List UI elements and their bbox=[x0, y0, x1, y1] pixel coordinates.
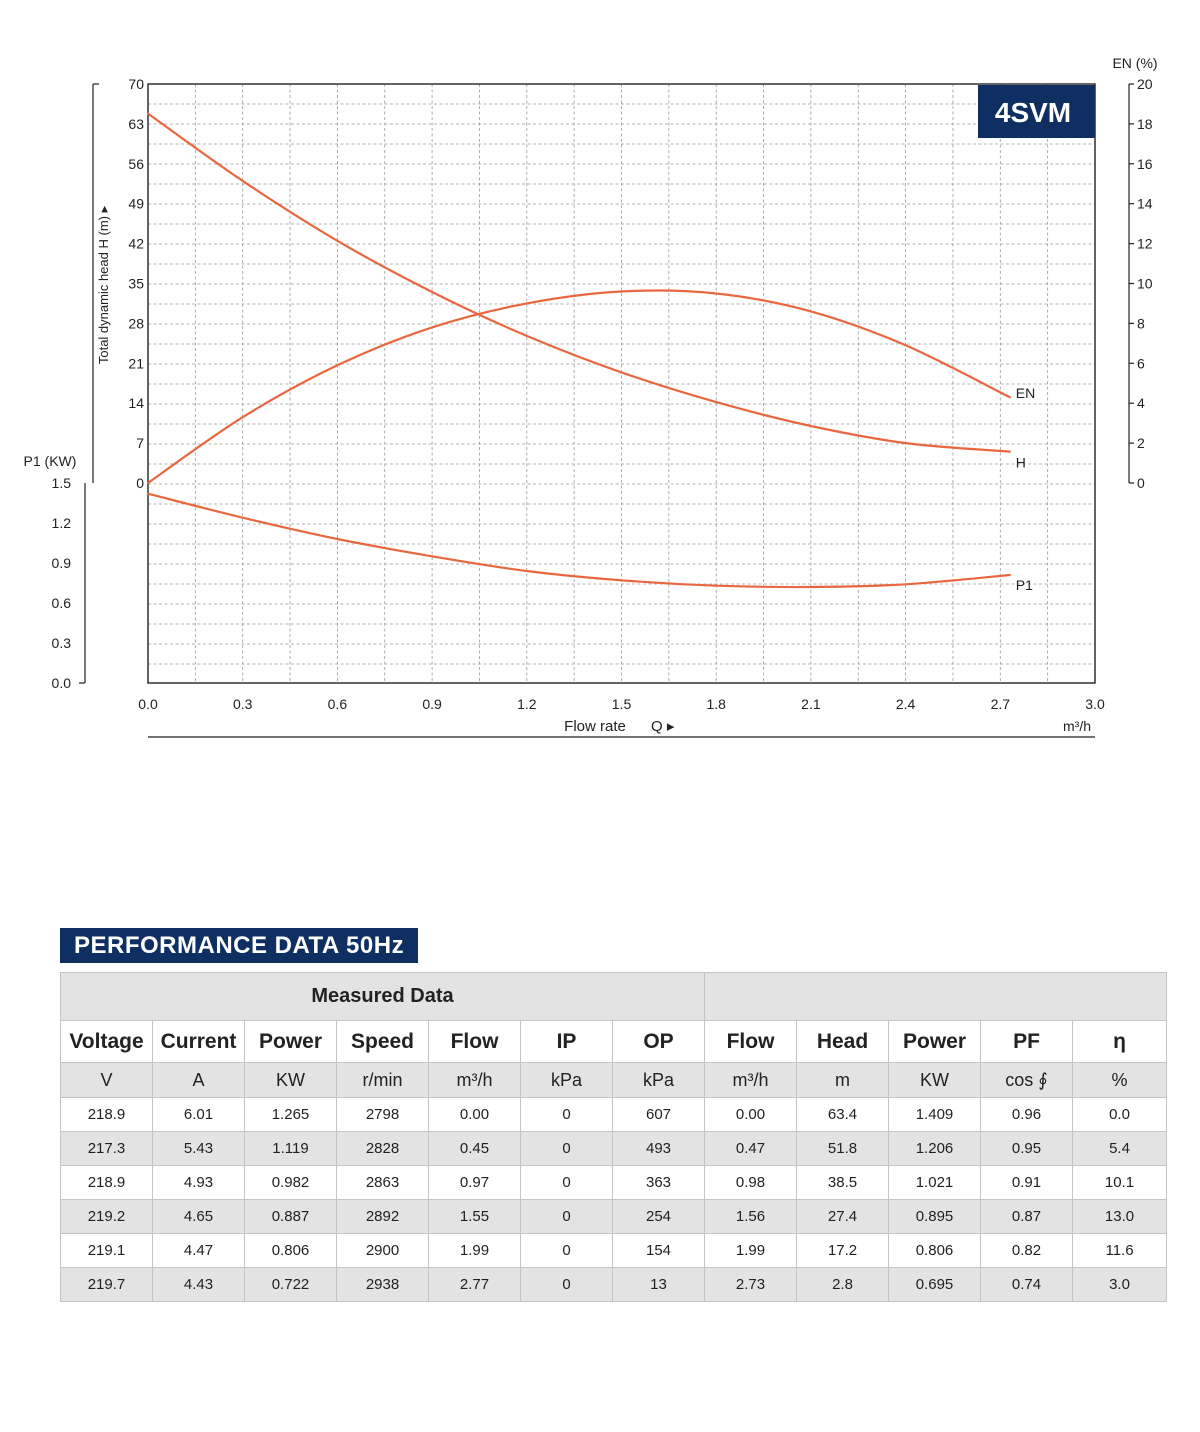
power-tick-label: 0.9 bbox=[51, 555, 71, 571]
head-tick-label: 70 bbox=[128, 76, 144, 92]
x-axis-symbol: Q ▸ bbox=[651, 718, 675, 735]
column-unit: KW bbox=[245, 1063, 337, 1098]
computed-data-header bbox=[705, 973, 1167, 1021]
table-cell: 219.1 bbox=[61, 1234, 153, 1268]
head-tick-label: 21 bbox=[128, 355, 144, 372]
table-cell: 51.8 bbox=[797, 1132, 889, 1166]
curve-label-h: H bbox=[1015, 454, 1026, 471]
eff-tick-label: 0 bbox=[1137, 475, 1145, 491]
table-cell: 0.982 bbox=[245, 1166, 337, 1200]
table-row bbox=[61, 1166, 1167, 1200]
table-cell: 3.0 bbox=[1073, 1268, 1167, 1302]
table-cell: 0.82 bbox=[981, 1234, 1073, 1268]
table-cell: 218.9 bbox=[61, 1098, 153, 1132]
table-cell: 0 bbox=[521, 1166, 613, 1200]
head-tick-label: 42 bbox=[128, 235, 144, 252]
table-cell: 154 bbox=[613, 1234, 705, 1268]
table-cell: 1.55 bbox=[429, 1200, 521, 1234]
table-cell: 2.77 bbox=[429, 1268, 521, 1302]
model-badge-text: 4SVM bbox=[994, 97, 1072, 128]
y-axis-eff-label: EN (%) bbox=[1112, 55, 1158, 71]
table-cell: 0.97 bbox=[429, 1166, 521, 1200]
power-tick-label: 1.2 bbox=[51, 515, 71, 531]
table-cell: 0.95 bbox=[981, 1132, 1073, 1166]
curve-en bbox=[148, 291, 1010, 483]
column-unit: m³/h bbox=[705, 1063, 797, 1098]
x-tick-label: 0.9 bbox=[422, 696, 442, 712]
table-cell: 0.695 bbox=[889, 1268, 981, 1302]
table-cell: 2.8 bbox=[797, 1268, 889, 1302]
power-tick-label: 1.5 bbox=[51, 475, 71, 491]
table-cell: 1.409 bbox=[889, 1098, 981, 1132]
x-axis-unit: m³/h bbox=[1063, 718, 1091, 734]
power-tick-label: 0.0 bbox=[51, 675, 71, 691]
table-cell: 6.01 bbox=[153, 1098, 245, 1132]
chart-tick-labels bbox=[52, 76, 1153, 712]
column-header: Speed bbox=[337, 1021, 429, 1063]
head-tick-label: 63 bbox=[128, 115, 144, 132]
table-cell: 0.00 bbox=[429, 1098, 521, 1132]
model-badge bbox=[978, 85, 1095, 138]
column-unit: KW bbox=[889, 1063, 981, 1098]
table-cell: 0.96 bbox=[981, 1098, 1073, 1132]
table-cell: 0.45 bbox=[429, 1132, 521, 1166]
table-cell: 0.87 bbox=[981, 1200, 1073, 1234]
column-header: Power bbox=[889, 1021, 981, 1063]
table-cell: 219.7 bbox=[61, 1268, 153, 1302]
table-cell: 17.2 bbox=[797, 1234, 889, 1268]
table-cell: 10.1 bbox=[1073, 1166, 1167, 1200]
x-tick-label: 0.6 bbox=[327, 696, 348, 712]
column-unit: r/min bbox=[337, 1063, 429, 1098]
table-cell: 2.73 bbox=[705, 1268, 797, 1302]
table-cell: 63.4 bbox=[797, 1098, 889, 1132]
table-cell: 217.3 bbox=[61, 1132, 153, 1166]
chart-axes bbox=[79, 84, 1134, 683]
chart-grid bbox=[148, 84, 1095, 683]
table-cell: 1.206 bbox=[889, 1132, 981, 1166]
head-tick-label: 49 bbox=[128, 195, 144, 212]
table-cell: 1.99 bbox=[705, 1234, 797, 1268]
table-cell: 0.895 bbox=[889, 1200, 981, 1234]
power-tick-label: 0.3 bbox=[51, 635, 71, 651]
column-unit: kPa bbox=[613, 1063, 705, 1098]
table-cell: 13 bbox=[613, 1268, 705, 1302]
table-cell: 1.56 bbox=[705, 1200, 797, 1234]
table-cell: 4.43 bbox=[153, 1268, 245, 1302]
table-cell: 0.806 bbox=[245, 1234, 337, 1268]
eff-tick-label: 8 bbox=[1137, 315, 1145, 332]
table-cell: 5.43 bbox=[153, 1132, 245, 1166]
eff-tick-label: 10 bbox=[1137, 275, 1153, 292]
table-cell: 0 bbox=[521, 1234, 613, 1268]
table-cell: 219.2 bbox=[61, 1200, 153, 1234]
table-cell: 2900 bbox=[337, 1234, 429, 1268]
table-cell: 2798 bbox=[337, 1098, 429, 1132]
column-unit: A bbox=[153, 1063, 245, 1098]
x-tick-label: 1.5 bbox=[611, 696, 632, 712]
table-cell: 607 bbox=[613, 1098, 705, 1132]
y-axis-head-label: Total dynamic head H (m) ▸ bbox=[96, 205, 111, 365]
table-cell: 13.0 bbox=[1073, 1200, 1167, 1234]
eff-tick-label: 2 bbox=[1137, 435, 1145, 452]
column-header: OP bbox=[613, 1021, 705, 1063]
table-cell: 0.47 bbox=[705, 1132, 797, 1166]
x-tick-label: 1.8 bbox=[706, 696, 726, 712]
table-group-header-row bbox=[61, 973, 1167, 1021]
table-cell: 0.00 bbox=[705, 1098, 797, 1132]
column-header: Flow bbox=[429, 1021, 521, 1063]
column-unit: % bbox=[1073, 1063, 1167, 1098]
table-cell: 1.021 bbox=[889, 1166, 981, 1200]
table-row bbox=[61, 1132, 1167, 1166]
column-header: Head bbox=[797, 1021, 889, 1063]
curve-label-en: EN bbox=[1015, 385, 1036, 402]
table-cell: 4.93 bbox=[153, 1166, 245, 1200]
table-cell: 0.887 bbox=[245, 1200, 337, 1234]
table-cell: 2938 bbox=[337, 1268, 429, 1302]
table-cell: 38.5 bbox=[797, 1166, 889, 1200]
column-unit: m³/h bbox=[429, 1063, 521, 1098]
head-tick-label: 7 bbox=[136, 435, 144, 452]
table-row bbox=[61, 1234, 1167, 1268]
curve-label-p1: P1 bbox=[1015, 577, 1033, 593]
table-cell: 2863 bbox=[337, 1166, 429, 1200]
performance-data-title: PERFORMANCE DATA 50Hz bbox=[60, 928, 418, 963]
table-unit-row bbox=[61, 1063, 1167, 1098]
table-cell: 4.65 bbox=[153, 1200, 245, 1234]
x-tick-label: 0.0 bbox=[138, 696, 158, 712]
head-tick-label: 35 bbox=[128, 275, 144, 292]
eff-tick-label: 16 bbox=[1137, 155, 1153, 172]
x-axis-label: Flow rate bbox=[564, 718, 626, 735]
x-tick-label: 2.1 bbox=[801, 696, 821, 712]
table-cell: 2828 bbox=[337, 1132, 429, 1166]
column-unit: kPa bbox=[521, 1063, 613, 1098]
table-cell: 5.4 bbox=[1073, 1132, 1167, 1166]
x-tick-label: 1.2 bbox=[517, 696, 537, 712]
table-cell: 0.0 bbox=[1073, 1098, 1167, 1132]
x-tick-label: 3.0 bbox=[1085, 696, 1105, 712]
eff-tick-label: 14 bbox=[1137, 195, 1153, 212]
column-unit: cos ∮ bbox=[981, 1063, 1073, 1098]
column-header: Power bbox=[245, 1021, 337, 1063]
head-tick-label: 56 bbox=[128, 155, 144, 172]
curve-p1 bbox=[148, 494, 1010, 587]
table-cell: 0.722 bbox=[245, 1268, 337, 1302]
column-header: IP bbox=[521, 1021, 613, 1063]
column-unit: V bbox=[61, 1063, 153, 1098]
table-cell: 0 bbox=[521, 1098, 613, 1132]
column-header: Current bbox=[153, 1021, 245, 1063]
eff-tick-label: 6 bbox=[1137, 355, 1145, 372]
table-cell: 11.6 bbox=[1073, 1234, 1167, 1268]
chart-curves bbox=[148, 114, 1035, 593]
table-cell: 1.119 bbox=[245, 1132, 337, 1166]
table-cell: 27.4 bbox=[797, 1200, 889, 1234]
eff-tick-label: 20 bbox=[1137, 76, 1153, 92]
head-tick-label: 14 bbox=[128, 395, 144, 412]
performance-data-table bbox=[60, 972, 1167, 1302]
power-tick-label: 0.6 bbox=[51, 595, 71, 611]
table-cell: 493 bbox=[613, 1132, 705, 1166]
x-tick-label: 0.3 bbox=[232, 696, 253, 712]
eff-tick-label: 18 bbox=[1137, 115, 1153, 132]
column-header: PF bbox=[981, 1021, 1073, 1063]
table-cell: 218.9 bbox=[61, 1166, 153, 1200]
table-cell: 0.91 bbox=[981, 1166, 1073, 1200]
table-cell: 254 bbox=[613, 1200, 705, 1234]
measured-data-header: Measured Data bbox=[61, 973, 705, 1021]
table-cell: 1.99 bbox=[429, 1234, 521, 1268]
eff-tick-label: 12 bbox=[1137, 235, 1153, 252]
table-row bbox=[61, 1200, 1167, 1234]
column-header: Flow bbox=[705, 1021, 797, 1063]
column-unit: m bbox=[797, 1063, 889, 1098]
eff-tick-label: 4 bbox=[1137, 395, 1145, 412]
column-header: Voltage bbox=[61, 1021, 153, 1063]
table-cell: 0 bbox=[521, 1200, 613, 1234]
column-header: η bbox=[1073, 1021, 1167, 1063]
table-header-row bbox=[61, 1021, 1167, 1063]
x-tick-label: 2.7 bbox=[990, 696, 1011, 712]
table-cell: 4.47 bbox=[153, 1234, 245, 1268]
table-cell: 0.806 bbox=[889, 1234, 981, 1268]
head-tick-label: 28 bbox=[128, 315, 144, 332]
table-cell: 2892 bbox=[337, 1200, 429, 1234]
x-tick-label: 2.4 bbox=[895, 696, 916, 712]
table-cell: 0 bbox=[521, 1132, 613, 1166]
table-cell: 0 bbox=[521, 1268, 613, 1302]
y-axis-power-label: P1 (KW) bbox=[23, 453, 77, 469]
table-cell: 0.74 bbox=[981, 1268, 1073, 1302]
table-row bbox=[61, 1098, 1167, 1132]
table-row bbox=[61, 1268, 1167, 1302]
table-cell: 0.98 bbox=[705, 1166, 797, 1200]
table-cell: 363 bbox=[613, 1166, 705, 1200]
table-cell: 1.265 bbox=[245, 1098, 337, 1132]
head-tick-label: 0 bbox=[136, 475, 144, 491]
